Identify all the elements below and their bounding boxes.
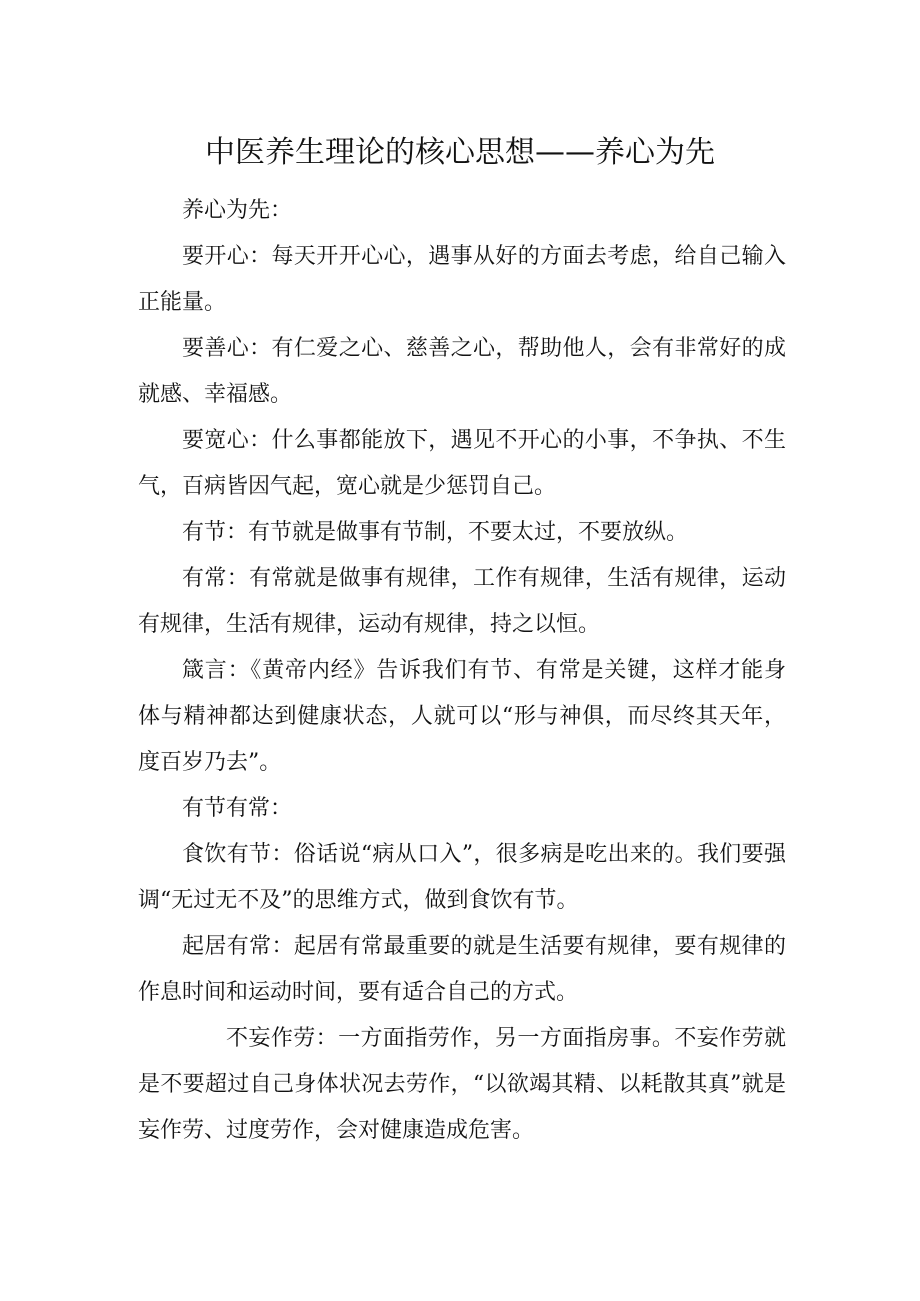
paragraph-be-kind: 要善心：有仁爱之心、慈善之心，帮助他人，会有非常好的成就感、幸福感。 (138, 336, 786, 407)
paragraph-heading-moderation-regularity: 有节有常： (182, 796, 293, 821)
paragraph-heading-nourish-heart: 养心为先： (182, 198, 293, 223)
document-body (138, 188, 786, 1154)
paragraph-regularity: 有常：有常就是做事有规律，工作有规律，生活有规律，运动有规律，生活有规律，运动有规律，持之以恒。 (138, 566, 786, 637)
paragraph-be-happy: 要开心：每天开开心心，遇事从好的方面去考虑，给自己输入正能量。 (138, 244, 786, 315)
document-title: 中医养生理论的核心思想——养心为先 (205, 135, 715, 170)
paragraph-be-broad-minded: 要宽心：什么事都能放下，遇见不开心的小事，不争执、不生气，百病皆因气起，宽心就是少惩罚自己。 (138, 428, 786, 499)
paragraph-diet-moderation: 食饮有节：俗话说“病从口入”，很多病是吃出来的。我们要强调“无过无不及”的思维方式，做到食饮有节。 (138, 842, 786, 913)
paragraph-daily-routine: 起居有常：起居有常最重要的就是生活要有规律，要有规律的作息时间和运动时间，要有适合自己的方式。 (138, 934, 786, 1005)
paragraph-moderation: 有节：有节就是做事有节制，不要太过，不要放纵。 (182, 520, 689, 545)
paragraph-no-overexertion: 不妄作劳：一方面指劳作，另一方面指房事。不妄作劳就是不要超过自己身体状况去劳作，“以欲竭其精、以耗散其真”就是妄作劳、过度劳作，会对健康造成危害。 (138, 1026, 786, 1143)
paragraph-maxim: 箴言：《黄帝内经》告诉我们有节、有常是关键，这样才能身体与精神都达到健康状态，人就可以“形与神俱，而尽终其天年，度百岁乃去”。 (138, 658, 786, 775)
